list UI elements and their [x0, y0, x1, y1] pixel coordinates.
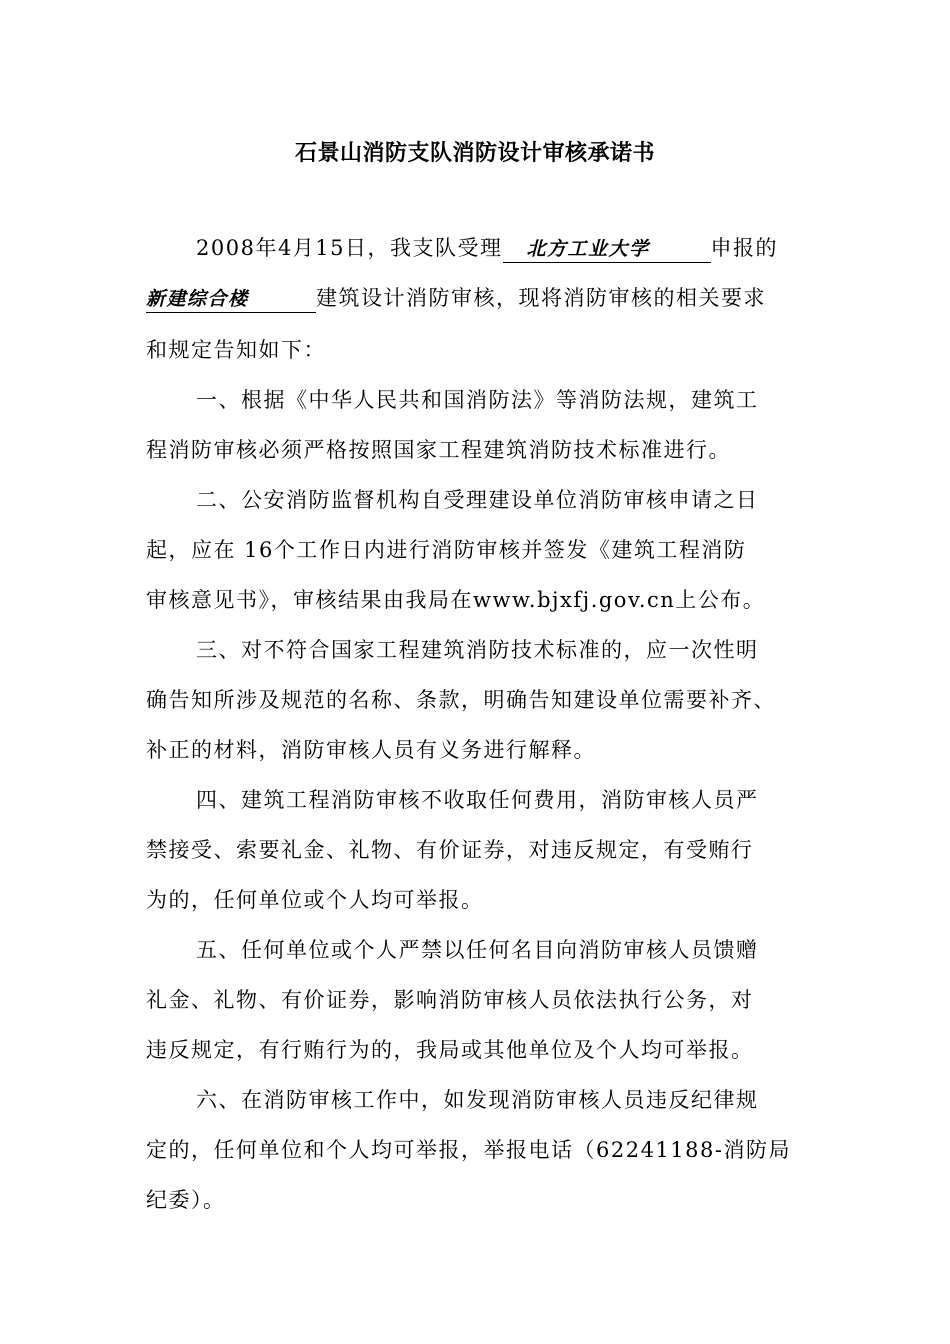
item-5-line-2: 礼金、礼物、有价证券，影响消防审核人员依法执行公务，对 [146, 988, 754, 1012]
item-1-line-1: 一、根据《中华人民共和国消防法》等消防法规，建筑工 [196, 388, 759, 412]
intro-line-1 [196, 233, 778, 263]
intro-line-3: 和规定告知如下： [146, 338, 326, 362]
item-2-line-1: 二、公安消防监督机构自受理建设单位消防审核申请之日 [196, 488, 759, 512]
intro-line-2 [146, 283, 766, 313]
item-5-line-1: 五、任何单位或个人严禁以任何名目向消防审核人员馈赠 [196, 938, 759, 962]
item-2-line-3: 审核意见书》，审核结果由我局在www.bjxfj.gov.cn上公布。 [146, 588, 766, 612]
item-4-line-1: 四、建筑工程消防审核不收取任何费用，消防审核人员严 [196, 788, 759, 812]
project-name-field: 新建综合楼 [146, 286, 316, 313]
document-title: 石景山消防支队消防设计审核承诺书 [294, 141, 655, 166]
applicant-org-field: 北方工业大学 [503, 236, 711, 263]
intro-post-text: 建筑设计消防审核，现将消防审核的相关要求 [316, 286, 766, 310]
item-6-line-2: 定的，任何单位和个人均可举报，举报电话（62241188-消防局 [146, 1138, 791, 1162]
item-4-line-3: 为的，任何单位或个人均可举报。 [146, 888, 484, 912]
item-6-line-1: 六、在消防审核工作中，如发现消防审核人员违反纪律规 [196, 1088, 759, 1112]
item-3-line-2: 确告知所涉及规范的名称、条款，明确告知建设单位需要补齐、 [146, 688, 776, 712]
item-5-line-3: 违反规定，有行贿行为的，我局或其他单位及个人均可举报。 [146, 1038, 754, 1062]
item-4-line-2: 禁接受、索要礼金、礼物、有价证券，对违反规定，有受贿行 [146, 838, 754, 862]
item-3-line-3: 补正的材料，消防审核人员有义务进行解释。 [146, 738, 596, 762]
item-6-line-3: 纪委）。 [146, 1188, 226, 1212]
intro-date-text: 2008年4月15日，我支队受理 [196, 236, 503, 260]
intro-mid-text: 申报的 [710, 236, 779, 260]
item-1-line-2: 程消防审核必须严格按照国家工程建筑消防技术标准进行。 [146, 438, 731, 462]
item-2-line-2: 起，应在 16个工作日内进行消防审核并签发《建筑工程消防 [146, 538, 747, 562]
item-3-line-1: 三、对不符合国家工程建筑消防技术标准的，应一次性明 [196, 638, 759, 662]
